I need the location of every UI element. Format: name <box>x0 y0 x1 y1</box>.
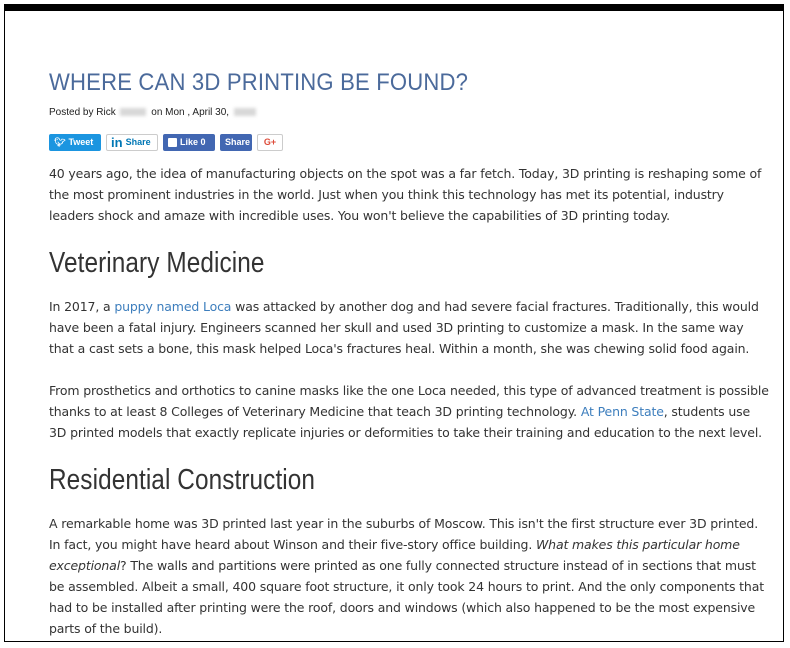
linkedin-share-button[interactable] <box>106 134 158 151</box>
article <box>49 69 771 639</box>
thumbs-up-icon <box>168 138 177 147</box>
post-title: WHERE CAN 3D PRINTING BE FOUND? <box>49 69 469 96</box>
construction-italic-question: What makes this particular home exceptional <box>49 537 740 573</box>
vet-p1-text-start: In 2017, a <box>49 299 115 314</box>
share-bar <box>49 133 771 151</box>
construction-text-start: A remarkable home was 3D printed last year in the suburbs of Moscow. This isn't the first structure ever 3D printed. In fact, you might have heard about Winson and their five-story office building. <box>49 516 759 552</box>
facebook-share-button[interactable] <box>220 134 252 151</box>
blurred-author-surname <box>120 108 146 116</box>
section-heading-veterinary: Veterinary Medicine <box>49 247 265 279</box>
byline-date: on Mon , April 30, <box>151 107 230 118</box>
construction-text-end: ? The walls and partitions were printed as one fully connected structure instead of in sections that must be assembled. Albeit a small, 400 square foot structure, it only took 24 hours to print. And the only components that had to be installed after printing were the roof, doors and windows (which also happened to be the most expensive parts of the build). <box>49 558 764 636</box>
vet-p1-text-end: was attacked by another dog and had severe facial fractures. Traditionally, this would have been a fatal injury. Engineers scanned her skull and used 3D printing to customize a mask. In the same way that a cast sets a bone, this mask helped Loca's fractures heal. Within a month, she was chewing solid food again. <box>49 299 759 356</box>
facebook-like-button[interactable] <box>163 134 215 151</box>
like-label: Like 0 <box>180 137 206 147</box>
vet-p2-text-start: From prosthetics and orthotics to canine masks like the one Loca needed, this type of advanced treatment is possible thanks to at least 8 Colleges of Veterinary Medicine that teach 3D printing technology. <box>49 383 769 419</box>
vet-paragraph-2 <box>49 380 771 443</box>
intro-paragraph: 40 years ago, the idea of manufacturing objects on the spot was a far fetch. Today, 3D printing is reshaping some of the most prominent industries in the world. Just when you think this technology has met its potential, industry leaders shock and amaze with incredible uses. You won't believe the capabilities of 3D printing today. <box>49 166 762 223</box>
puppy-named-loca-link[interactable]: puppy named Loca <box>114 299 232 314</box>
construction-paragraph <box>49 513 771 639</box>
twitter-bird-icon: 🐦︎ <box>54 136 66 147</box>
blurred-year <box>234 108 256 116</box>
penn-state-link[interactable]: At Penn State <box>580 404 664 419</box>
linkedin-icon: in <box>111 134 123 150</box>
byline-prefix: Posted by Rick <box>49 107 116 118</box>
google-plus-button[interactable] <box>257 134 283 151</box>
tweet-button[interactable] <box>49 134 101 151</box>
vet-p2-text-end: , students use 3D printed models that exactly replicate injuries or deformities to take their training and education to the next level. <box>49 404 762 440</box>
byline <box>49 107 771 119</box>
linkedin-share-label: Share <box>125 137 151 147</box>
vet-paragraph-1 <box>49 296 771 359</box>
page-frame <box>4 4 784 642</box>
facebook-share-label: Share <box>225 137 251 147</box>
section-heading-construction: Residential Construction <box>49 464 316 496</box>
tweet-label: Tweet <box>68 137 94 147</box>
google-plus-icon: G+ <box>263 137 277 147</box>
